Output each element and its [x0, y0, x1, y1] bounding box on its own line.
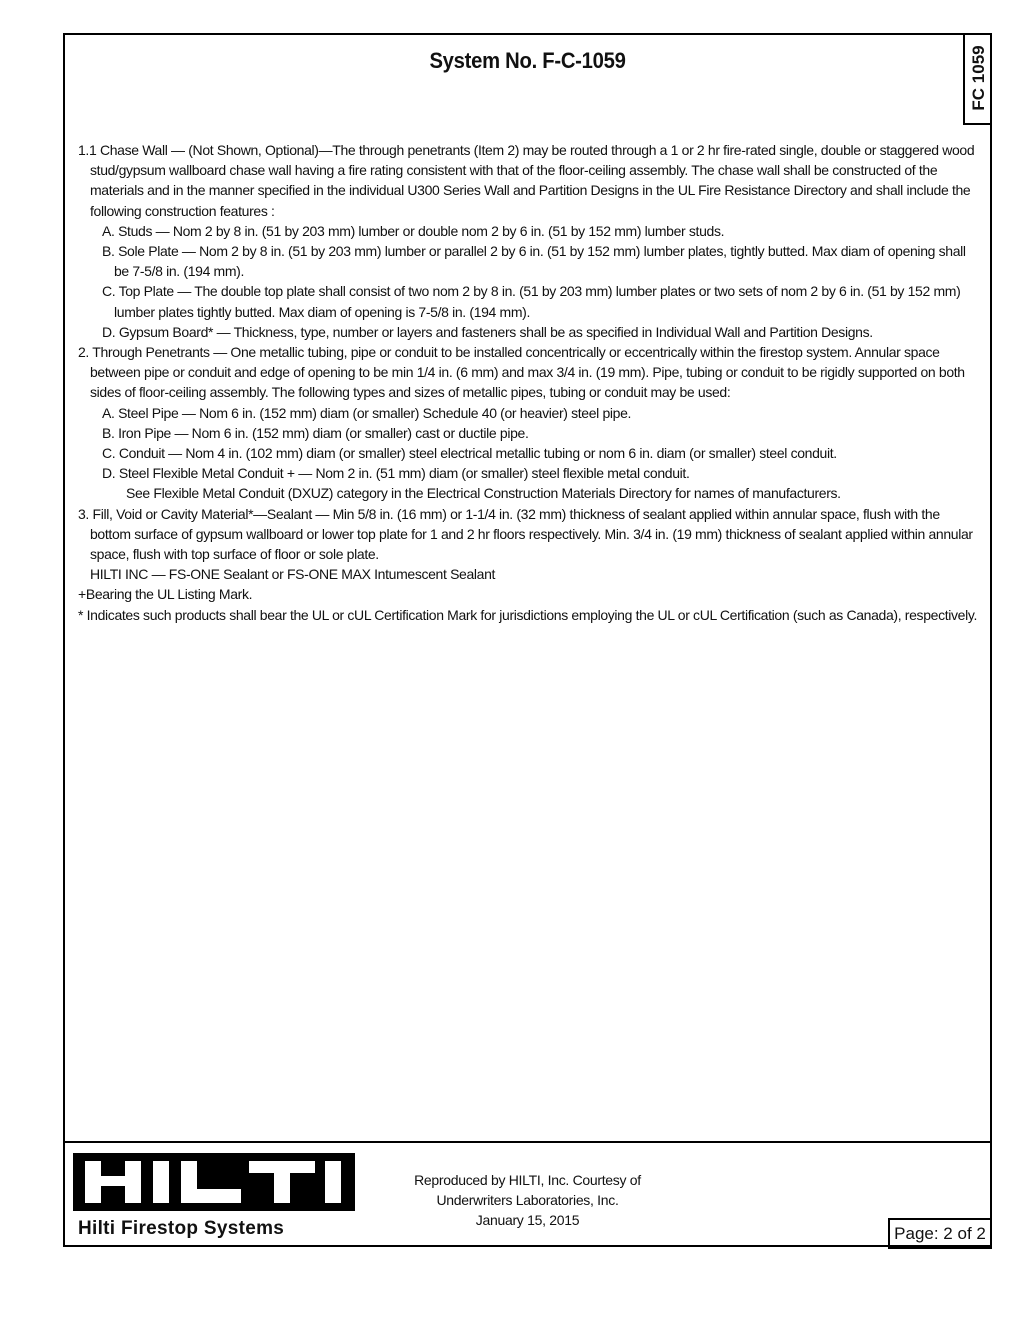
item-1a-studs: A. Studs — Nom 2 by 8 in. (51 by 203 mm) lumber or double nom 2 by 6 in. (51 by 152 mm) lumber studs. — [102, 222, 725, 239]
page-title: System No. F-C-1059 — [429, 48, 626, 73]
item-2c-conduit: C. Conduit — Nom 4 in. (102 mm) diam (or smaller) steel electrical metallic tubing or nom 6 in. diam (or smaller) steel conduit. — [102, 445, 837, 462]
item-3-fill-material: 3. Fill, Void or Cavity Material*—Sealant — Min 5/8 in. (16 mm) or 1-1/4 in. (32 mm) thickness of sealant applied within annular space, flush with the bottom surface of gypsum wallboard or lower top plate for 1 and 2 hr floors respectively. Min. 3/4 in. (19 mm) thickness of sealant applied within annular space, flush with top surface of floor or sole plate. — [78, 505, 973, 563]
reproduction-date: January 15, 2015 — [475, 1212, 580, 1228]
hilti-logo — [73, 1153, 355, 1211]
item-2b-iron-pipe: B. Iron Pipe — Nom 6 in. (152 mm) diam (or smaller) cast or ductile pipe. — [102, 424, 529, 441]
item-2-note: See Flexible Metal Conduit (DXUZ) category in the Electrical Construction Materials Directory for names of manufacturers. — [126, 485, 841, 502]
item-2d-flexible-conduit: D. Steel Flexible Metal Conduit + — Nom 2 in. (51 mm) diam (or smaller) steel flexible metal conduit. — [102, 465, 690, 482]
reproduction-note — [395, 1170, 660, 1230]
brand-name: Hilti Firestop Systems — [78, 1218, 285, 1239]
reproduction-line-2: Underwriters Laboratories, Inc. — [436, 1192, 619, 1208]
footnote-plus: +Bearing the UL Listing Mark. — [78, 586, 253, 603]
item-2-through-penetrants: 2. Through Penetrants — One metallic tubing, pipe or conduit to be installed concentrically or eccentrically within the firestop system. Annular space between pipe or conduit and edge of opening to be min 1/4 in. (6 mm) and max 3/4 in. (19 mm). Pipe, tubing or conduit to be rigidly supported on both sides of floor-ceiling assembly. The following types and sizes of metallic pipes, tubing or conduit may be used: — [78, 344, 965, 401]
item-2a-steel-pipe: A. Steel Pipe — Nom 6 in. (152 mm) diam (or smaller) Schedule 40 (or heavier) steel pipe. — [102, 404, 632, 421]
hilti-logo-icon — [73, 1153, 355, 1211]
footer-divider — [63, 1141, 992, 1143]
system-number-tab-label: FC 1059 — [968, 45, 988, 111]
item-1d-gypsum-board: D. Gypsum Board* — Thickness, type, number or layers and fasteners shall be as specified in Individual Wall and Partition Designs. — [102, 323, 873, 340]
item-3-manufacturer: HILTI INC — FS-ONE Sealant or FS-ONE MAX Intumescent Sealant — [90, 566, 496, 583]
specification-body — [78, 140, 983, 625]
item-1b-sole-plate: B. Sole Plate — Nom 2 by 8 in. (51 by 203 mm) lumber or parallel 2 by 6 in. (51 by 152 mm) lumber plates, tightly butted. Max diam of opening shall be 7-5/8 in. (194 mm). — [102, 243, 966, 280]
item-1-chase-wall: 1.1 Chase Wall — (Not Shown, Optional)—The through penetrants (Item 2) may be routed through a 1 or 2 hr fire-rated single, double or staggered wood stud/gypsum wallboard chase wall having a fire rating consistent with that of the floor-ceiling assembly. The chase wall shall be constructed of the materials and in the manner specified in the individual U300 Series Wall and Partition Designs in the UL Fire Resistance Directory and shall include the following construction features : — [78, 142, 975, 219]
page-number: Page: 2 of 2 — [888, 1218, 992, 1249]
footnote-star: * Indicates such products shall bear the UL or cUL Certification Mark for jurisdictions employing the UL or cUL Certification (such as Canada), respectively. — [78, 606, 978, 623]
item-1c-top-plate: C. Top Plate — The double top plate shall consist of two nom 2 by 8 in. (51 by 203 mm) lumber plates or two sets of nom 2 by 6 in. (51 by 152 mm) lumber plates tightly butted. Max diam of opening is 7-5/8 in. (194 mm). — [102, 283, 961, 320]
reproduction-line-1: Reproduced by HILTI, Inc. Courtesy of — [414, 1172, 641, 1188]
system-number-tab — [963, 33, 992, 125]
